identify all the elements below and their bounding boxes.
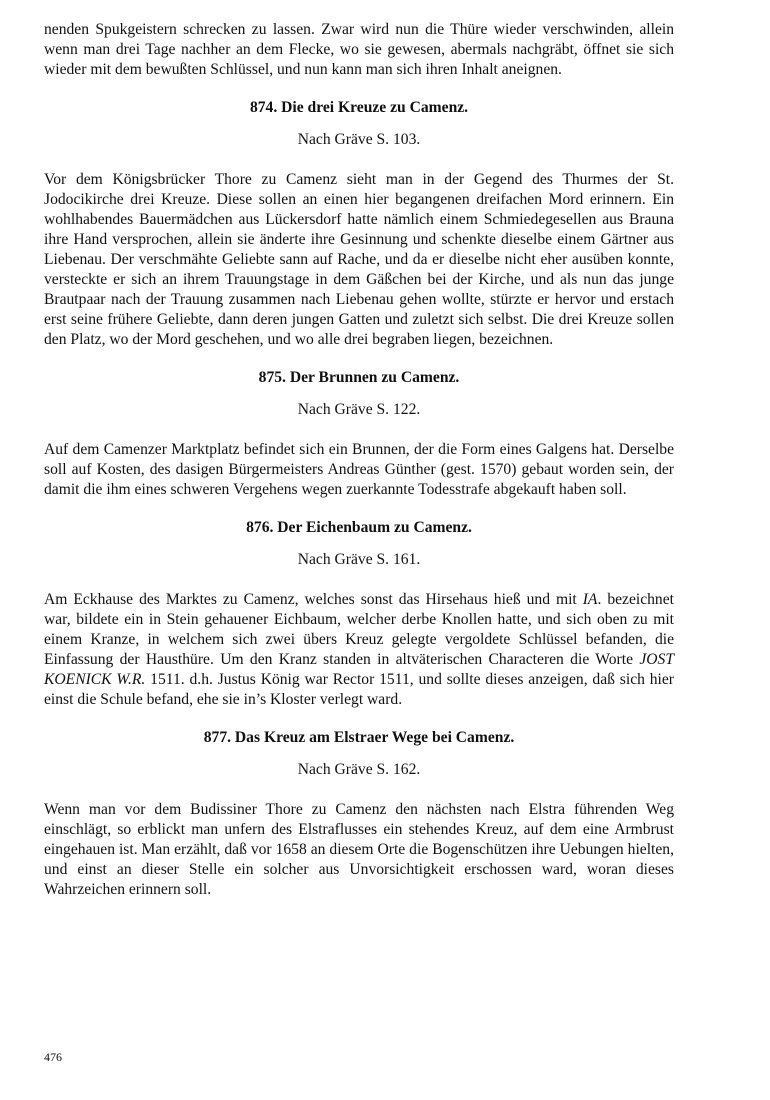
page-number: 476 [44, 1050, 62, 1064]
section-877-title: 877. Das Kreuz am Elstraer Wege bei Camenz. [203, 729, 515, 746]
section-877-source: Nach Gräve S. 162. [297, 761, 421, 778]
page-body [44, 20, 674, 900]
section-876-title: 876. Der Eichenbaum zu Camenz. [246, 519, 472, 536]
section-874-source: Nach Gräve S. 103. [297, 131, 421, 148]
section-876-text [44, 590, 674, 710]
section-876-italic-inscription: JOST KOENICK W.R. [44, 651, 674, 688]
section-875-text: Auf dem Camenzer Marktplatz befindet sich ein Brunnen, der die Form eines Galgens hat. Derselbe soll auf Kosten, des dasigen Bürgermeisters Andreas Günther (gest. 1570) gebaut worden sein, der damit die ihm eines schweren Vergehens wegen zuerkannte Todesstrafe abgekauft haben soll. [44, 441, 674, 498]
section-876-text-part: . bezeichnet war, bildete ein in Stein gehauener Eichbaum, welcher derbe Knollen hatte, und sich oben zu mit einem Kranze, in welchem sich zwei übers Kreuz gelegte vergoldete Schlüssel befanden, die Einfassung der Hausthüre. Um den Kranz standen in altväterischen Characteren die Worte [44, 591, 674, 668]
section-874-title: 874. Die drei Kreuze zu Camenz. [249, 99, 469, 116]
section-876-source: Nach Gräve S. 161. [297, 551, 421, 568]
section-875-title: 875. Der Brunnen zu Camenz. [258, 369, 460, 386]
section-876-italic-ia: IA [582, 591, 598, 608]
intro-paragraph: nenden Spukgeistern schrecken zu lassen. Zwar wird nun die Thüre wieder verschwinden, allein wenn man drei Tage nachher an dem Flecke, wo sie gewesen, abermals nachgräbt, öffnet sie sich wieder mit dem bewußten Schlüssel, und nun kann man sich ihren Inhalt aneignen. [44, 21, 674, 78]
section-877-text: Wenn man vor dem Budissiner Thore zu Camenz den nächsten nach Elstra führenden Weg einschlägt, so erblickt man unfern des Elstraflusses ein stehendes Kreuz, auf dem eine Armbrust eingehauen ist. Man erzählt, daß vor 1658 an diesem Orte die Bogenschützen ihre Uebungen hielten, und einst an dieser Stelle ein solcher aus Unvorsichtigkeit erschossen ward, woran dieses Wahrzeichen erinnern soll. [44, 801, 674, 898]
section-876-text-part: 1511. d.h. Justus König war Rector 1511, und sollte dieses anzeigen, daß sich hier einst die Schule befand, ehe sie in’s Kloster verlegt ward. [44, 671, 674, 708]
section-874-text: Vor dem Königsbrücker Thore zu Camenz sieht man in der Gegend des Thurmes der St. Jodocikirche drei Kreuze. Diese sollen an einen hier begangenen dreifachen Mord erinnern. Ein wohlhabendes Bauermädchen aus Lückersdorf hatte nämlich einem Schmiedegesellen aus Brauna ihre Hand versprochen, allein sie änderte ihre Gesinnung und schenkte dieselbe einem Gärtner aus Liebenau. Der verschmähte Geliebte sann auf Rache, und da er dieselbe nicht eher ausüben konnte, versteckte er sich an ihrem Trauungstage in dem Gäßchen bei der Kirche, und als nun das junge Brautpaar nach der Trauung zusammen nach Liebenau gehen wollte, stürzte er hervor und erstach erst seine frühere Geliebte, dann deren jungen Gatten und zuletzt sich selbst. Die drei Kreuze sollen den Platz, wo der Mord geschehen, und wo alle drei begraben liegen, bezeichnen. [44, 171, 674, 348]
section-876-text-part: Am Eckhause des Marktes zu Camenz, welches sonst das Hirsehaus hieß und mit [44, 591, 583, 608]
section-875-source: Nach Gräve S. 122. [297, 401, 421, 418]
